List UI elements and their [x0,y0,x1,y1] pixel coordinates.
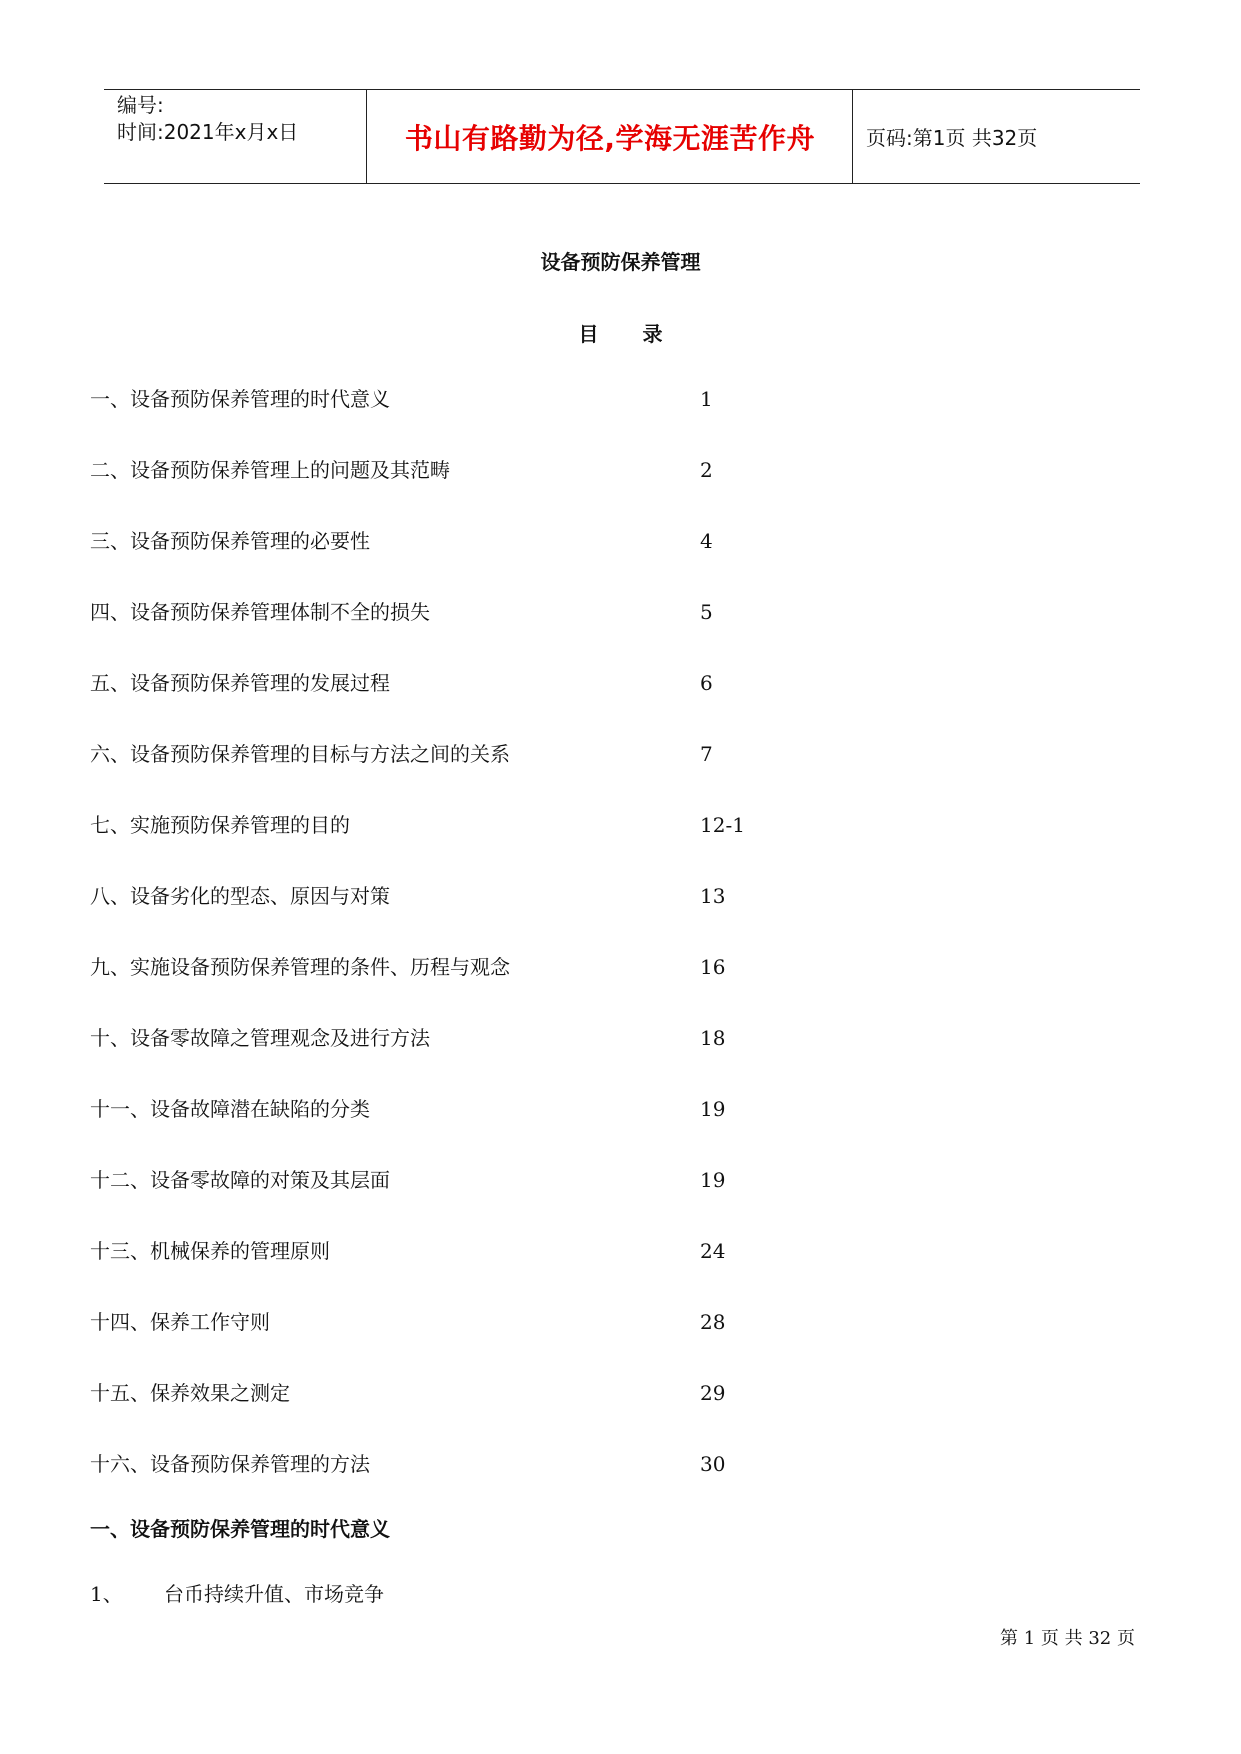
toc-entry-page: 13 [700,884,726,908]
toc-entry-page: 28 [700,1310,726,1334]
toc-entry-label: 八、设备劣化的型态、原因与对策 [90,884,390,908]
toc-entry-page: 1 [700,387,713,411]
toc-entry[interactable] [90,1308,790,1379]
toc-heading: 目录 [578,322,707,346]
toc-entry[interactable] [90,527,790,598]
toc-entry[interactable] [90,669,790,740]
toc-entry[interactable] [90,1095,790,1166]
toc-entry-page: 12-1 [700,813,745,837]
doc-number-label: 编号: [117,93,164,117]
toc-entry-label: 四、设备预防保养管理体制不全的损失 [90,600,430,624]
header-meta-cell [104,90,367,183]
list-item [90,1578,384,1607]
toc-entry-label: 十、设备零故障之管理观念及进行方法 [90,1026,430,1050]
document-title: 设备预防保养管理 [540,250,701,274]
table-of-contents [90,385,790,1521]
toc-entry-page: 29 [700,1381,726,1405]
toc-entry[interactable] [90,1237,790,1308]
toc-entry-label: 五、设备预防保养管理的发展过程 [90,671,390,695]
toc-entry-label: 十四、保养工作守则 [90,1310,270,1334]
list-item-text: 台币持续升值、市场竞争 [164,1582,384,1606]
toc-entry-page: 18 [700,1026,726,1050]
toc-entry-label: 十一、设备故障潜在缺陷的分类 [90,1097,370,1121]
toc-entry[interactable] [90,1166,790,1237]
page-header [104,89,1140,184]
toc-entry-page: 6 [700,671,713,695]
toc-entry-label: 六、设备预防保养管理的目标与方法之间的关系 [90,742,510,766]
toc-entry-page: 16 [700,955,726,979]
date-label: 时间:2021年x月x日 [117,120,299,144]
toc-entry[interactable] [90,811,790,882]
toc-entry[interactable] [90,385,790,456]
toc-entry-label: 十五、保养效果之测定 [90,1381,290,1405]
header-page-cell [854,90,1140,183]
toc-entry[interactable] [90,1450,790,1521]
toc-entry-label: 七、实施预防保养管理的目的 [90,813,350,837]
toc-entry[interactable] [90,598,790,669]
header-motto-cell [368,90,853,183]
toc-entry-page: 19 [700,1097,726,1121]
page-footer: 第 1 页 共 32 页 [1000,1628,1135,1649]
toc-entry[interactable] [90,1379,790,1450]
toc-entry-label: 三、设备预防保养管理的必要性 [90,529,370,553]
toc-entry-label: 二、设备预防保养管理上的问题及其范畴 [90,458,450,482]
toc-entry[interactable] [90,882,790,953]
header-page-info: 页码:第1页 共32页 [866,126,1038,150]
toc-entry-page: 2 [700,458,713,482]
toc-entry-page: 24 [700,1239,726,1263]
toc-entry-page: 7 [700,742,713,766]
toc-entry-page: 5 [700,600,713,624]
toc-entry-page: 4 [700,529,713,553]
toc-entry[interactable] [90,456,790,527]
toc-entry-page: 19 [700,1168,726,1192]
toc-entry-label: 十二、设备零故障的对策及其层面 [90,1168,390,1192]
section-heading: 一、设备预防保养管理的时代意义 [90,1517,390,1541]
toc-entry-label: 十六、设备预防保养管理的方法 [90,1452,370,1476]
list-item-number: 1、 [90,1582,123,1606]
toc-entry-label: 一、设备预防保养管理的时代意义 [90,387,390,411]
toc-entry-label: 十三、机械保养的管理原则 [90,1239,330,1263]
toc-entry[interactable] [90,740,790,811]
toc-entry[interactable] [90,953,790,1024]
toc-entry-label: 九、实施设备预防保养管理的条件、历程与观念 [90,955,510,979]
motto-text: 书山有路勤为径,学海无涯苦作舟 [404,121,816,155]
toc-entry-page: 30 [700,1452,726,1476]
toc-entry[interactable] [90,1024,790,1095]
